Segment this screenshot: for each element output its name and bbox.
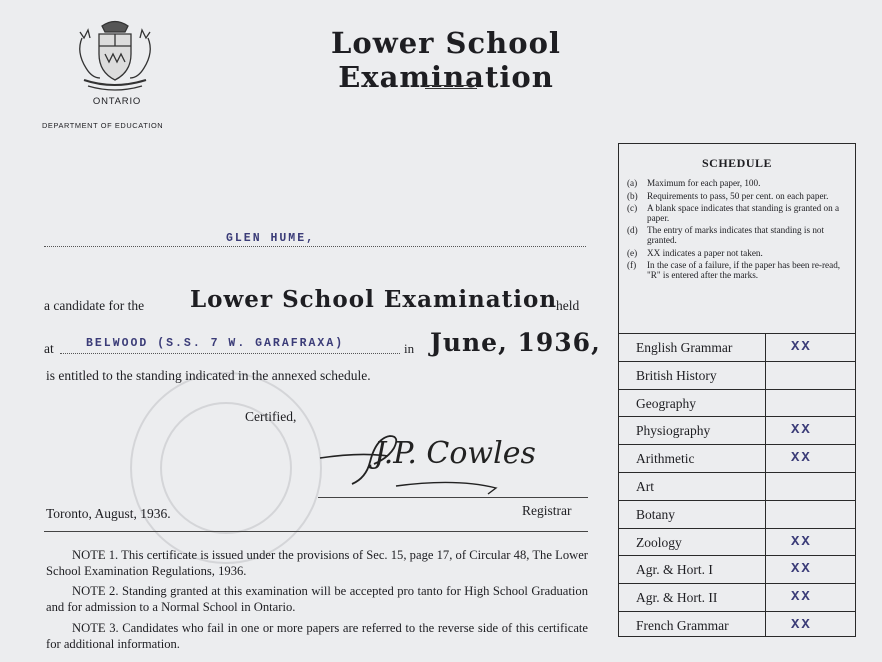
at-label: at — [44, 341, 54, 356]
subject-mark: XX — [791, 617, 812, 633]
department-label: DEPARTMENT OF EDUCATION — [42, 121, 164, 130]
notes-rule — [44, 531, 588, 532]
embossed-seal — [130, 372, 322, 564]
subject-name: Geography — [636, 395, 696, 411]
subject-row — [619, 445, 855, 473]
title-rule — [425, 85, 477, 89]
coat-of-arms-emblem — [72, 18, 158, 94]
subject-row — [619, 556, 855, 584]
registrar-signature — [318, 428, 548, 498]
schedule-title: SCHEDULE — [701, 156, 773, 170]
subject-name: Art — [636, 479, 654, 494]
schedule-table — [618, 143, 856, 637]
subject-name: Botany — [636, 506, 675, 522]
certified-label: Certified, — [245, 409, 297, 424]
schedule-rule: (e) XX indicates a paper not taken. — [627, 247, 763, 258]
subject-name: French Grammar — [636, 618, 729, 633]
subject-mark: XX — [791, 589, 812, 606]
schedule-rule: (a) Maximum for each paper, 100. — [627, 178, 761, 188]
subject-row — [619, 362, 855, 390]
subject-name: Agr. & Hort. I — [636, 562, 713, 578]
exam-name: Lower School Examination — [190, 286, 558, 313]
subject-row — [619, 417, 855, 445]
note-2: NOTE 2. Standing granted at this examination will be accepted pro tanto for High School Graduation and for admission to a Normal School in Ontario. — [46, 584, 588, 614]
candidate-name: GLEN HUME, — [226, 232, 316, 245]
subject-name: English Grammar — [636, 340, 733, 355]
subject-mark: XX — [791, 450, 812, 467]
subject-row — [619, 529, 855, 557]
standing-statement: is entitled to the standing indicated in the annexed schedule. — [46, 368, 371, 383]
schedule-rule: (f) In the case of a failure, if the paper has been re-read, "R" is entered after the marks. — [627, 260, 841, 280]
schedule-rule: (d) The entry of marks indicates that standing is not granted. — [627, 225, 825, 245]
schedule-rule: (b) Requirements to pass, 50 per cent. on each paper. — [627, 190, 829, 201]
subject-row — [619, 334, 855, 362]
subject-row — [619, 473, 855, 501]
subject-row — [619, 501, 855, 529]
page-title: Lower School Examination — [331, 26, 561, 94]
exam-session: June, 1936, — [430, 328, 601, 357]
note-3: NOTE 3. Candidates who fail in one or more papers are referred to the reverse side of this certificate for additional information. — [46, 621, 588, 651]
held-label: held — [556, 298, 580, 313]
exam-location: BELWOOD (S.S. 7 W. GARAFRAXA) — [86, 337, 345, 350]
subject-name: Zoology — [636, 534, 682, 550]
subject-name: British History — [636, 367, 717, 383]
subject-mark: XX — [791, 561, 812, 578]
subject-name: Physiography — [636, 423, 711, 439]
subject-name: Arithmetic — [636, 451, 695, 467]
note-1: NOTE 1. This certificate is issued under the provisions of Sec. 15, page 17, of Circular 48, The Lower School Examination Regulations, 1936. — [46, 548, 588, 578]
subject-row — [619, 390, 855, 418]
schedule-rule: (c) A blank space indicates that standing is granted on a paper. — [627, 203, 840, 223]
place-date: Toronto, August, 1936. — [46, 506, 171, 521]
subject-row — [619, 584, 855, 612]
subject-mark: XX — [791, 422, 812, 439]
subject-row — [619, 612, 855, 640]
signature-text: J.P. Cowles — [374, 436, 536, 471]
subject-mark: XX — [791, 533, 812, 550]
subject-mark: XX — [791, 339, 812, 355]
schedule-header — [619, 144, 855, 334]
registrar-rule — [318, 497, 588, 498]
province-label: ONTARIO — [92, 96, 142, 107]
in-label: in — [404, 341, 415, 356]
candidate-prefix: a candidate for the — [44, 298, 145, 313]
subject-name: Agr. & Hort. II — [636, 590, 718, 606]
registrar-label: Registrar — [522, 503, 572, 518]
